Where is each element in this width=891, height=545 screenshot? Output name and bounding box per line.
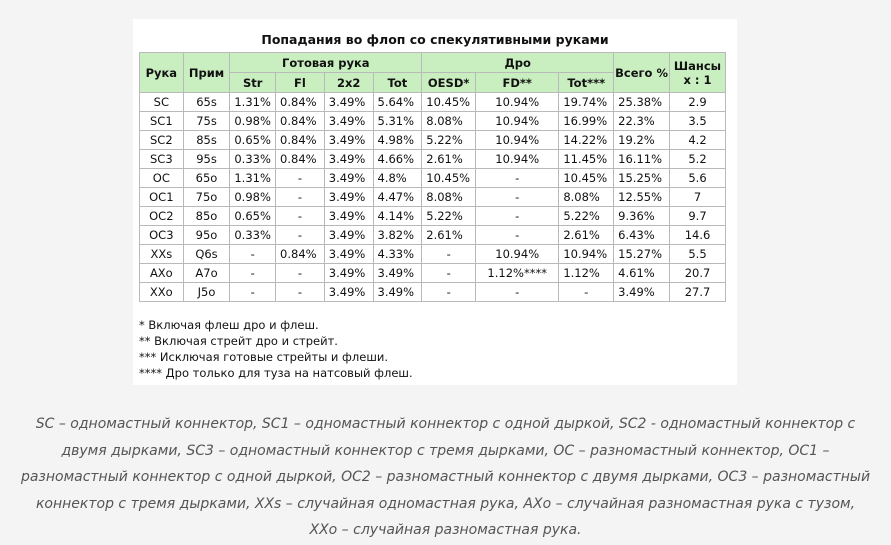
cell-example: 95o	[183, 226, 230, 245]
cell-fl: 0.84%	[276, 245, 325, 264]
cell-2x2: 3.49%	[324, 245, 373, 264]
cell-fl: -	[276, 169, 325, 188]
cell-hand: OC3	[140, 226, 184, 245]
table-row	[140, 245, 726, 264]
cell-total: 15.25%	[614, 169, 670, 188]
cell-draw-tot: 10.94%	[559, 245, 614, 264]
header-draw: Дро	[422, 53, 614, 73]
table-row	[140, 283, 726, 302]
cell-made-tot: 3.49%	[373, 283, 422, 302]
cell-made-tot: 5.31%	[373, 112, 422, 131]
cell-2x2: 3.49%	[324, 131, 373, 150]
header-fd: FD**	[476, 73, 559, 93]
cell-hand: AXo	[140, 264, 184, 283]
footnote: *** Исключая готовые стрейты и флеши.	[139, 350, 388, 364]
cell-fl: 0.84%	[276, 93, 325, 112]
cell-total: 4.61%	[614, 264, 670, 283]
cell-odds: 20.7	[670, 264, 726, 283]
cell-fd: -	[476, 226, 559, 245]
cell-hand: OC1	[140, 188, 184, 207]
header-odds: Шансы x : 1	[670, 53, 726, 93]
table-figure	[133, 19, 737, 385]
cell-total: 19.2%	[614, 131, 670, 150]
cell-total: 12.55%	[614, 188, 670, 207]
cell-oesd: 8.08%	[422, 112, 476, 131]
header-hand: Рука	[140, 53, 184, 93]
cell-example: 85o	[183, 207, 230, 226]
cell-str: -	[230, 283, 276, 302]
table-row	[140, 169, 726, 188]
cell-made-tot: 5.64%	[373, 93, 422, 112]
cell-hand: OC	[140, 169, 184, 188]
header-row-top	[140, 53, 726, 73]
cell-draw-tot: 1.12%	[559, 264, 614, 283]
cell-draw-tot: 8.08%	[559, 188, 614, 207]
cell-oesd: -	[422, 264, 476, 283]
cell-draw-tot: 2.61%	[559, 226, 614, 245]
table-row	[140, 93, 726, 112]
cell-hand: SC2	[140, 131, 184, 150]
cell-str: 1.31%	[230, 169, 276, 188]
cell-fd: 1.12%****	[476, 264, 559, 283]
header-fl: Fl	[276, 73, 325, 93]
cell-draw-tot: -	[559, 283, 614, 302]
cell-fd: -	[476, 283, 559, 302]
cell-draw-tot: 14.22%	[559, 131, 614, 150]
cell-made-tot: 4.98%	[373, 131, 422, 150]
table-row	[140, 188, 726, 207]
cell-fl: -	[276, 188, 325, 207]
cell-odds: 7	[670, 188, 726, 207]
cell-odds: 9.7	[670, 207, 726, 226]
cell-total: 16.11%	[614, 150, 670, 169]
table-row	[140, 226, 726, 245]
cell-fl: -	[276, 264, 325, 283]
table-row	[140, 112, 726, 131]
cell-hand: OC2	[140, 207, 184, 226]
cell-oesd: 2.61%	[422, 226, 476, 245]
table-body	[140, 93, 726, 302]
header-2x2: 2x2	[324, 73, 373, 93]
cell-total: 15.27%	[614, 245, 670, 264]
cell-oesd: 10.45%	[422, 169, 476, 188]
cell-2x2: 3.49%	[324, 264, 373, 283]
table-row	[140, 131, 726, 150]
cell-oesd: 8.08%	[422, 188, 476, 207]
cell-example: 65s	[183, 93, 230, 112]
cell-total: 9.36%	[614, 207, 670, 226]
cell-fd: 10.94%	[476, 150, 559, 169]
cell-example: 85s	[183, 131, 230, 150]
cell-str: 0.65%	[230, 207, 276, 226]
cell-total: 6.43%	[614, 226, 670, 245]
table-title: Попадания во флоп со спекулятивными руками	[261, 32, 609, 47]
cell-2x2: 3.49%	[324, 207, 373, 226]
header-made-tot: Tot	[373, 73, 422, 93]
cell-2x2: 3.49%	[324, 112, 373, 131]
cell-odds: 3.5	[670, 112, 726, 131]
cell-2x2: 3.49%	[324, 93, 373, 112]
footnote: ** Включая стрейт дро и стрейт.	[139, 334, 338, 348]
footnotes	[139, 317, 413, 381]
cell-made-tot: 4.14%	[373, 207, 422, 226]
cell-str: 0.33%	[230, 150, 276, 169]
cell-total: 22.3%	[614, 112, 670, 131]
cell-hand: SC3	[140, 150, 184, 169]
footnote: * Включая флеш дро и флеш.	[139, 318, 319, 332]
cell-odds: 5.2	[670, 150, 726, 169]
cell-str: -	[230, 264, 276, 283]
cell-fd: -	[476, 207, 559, 226]
cell-fl: 0.84%	[276, 112, 325, 131]
flop-hits-table	[139, 52, 726, 302]
cell-draw-tot: 19.74%	[559, 93, 614, 112]
cell-example: 75s	[183, 112, 230, 131]
cell-hand: SC1	[140, 112, 184, 131]
cell-fd: -	[476, 188, 559, 207]
cell-odds: 4.2	[670, 131, 726, 150]
cell-made-tot: 3.82%	[373, 226, 422, 245]
cell-fl: -	[276, 283, 325, 302]
cell-made-tot: 4.33%	[373, 245, 422, 264]
caption: SC – одномастный коннектор, SC1 – одномастный коннектор с одной дыркой, SC2 - одномастный коннектор с двумя дырками, SC3 – одномастный коннектор с тремя дырками, OC – разномастный коннектор, OC1 – разномастный коннектор с одной дыркой, OC2 – разномастный коннектор с двумя дырками, OC3 – разномастный коннектор с тремя дырками, XXs – случайная одномастная рука, AXo – случайная разномастная рука с тузом, XXo – случайная разномастная рука.	[20, 416, 871, 538]
cell-odds: 2.9	[670, 93, 726, 112]
cell-example: A7o	[183, 264, 230, 283]
cell-2x2: 3.49%	[324, 150, 373, 169]
cell-example: 75o	[183, 188, 230, 207]
header-str: Str	[230, 73, 276, 93]
cell-str: 1.31%	[230, 93, 276, 112]
footnote: **** Дро только для туза на натсовый флеш.	[139, 366, 413, 380]
cell-draw-tot: 11.45%	[559, 150, 614, 169]
cell-2x2: 3.49%	[324, 226, 373, 245]
cell-draw-tot: 16.99%	[559, 112, 614, 131]
cell-2x2: 3.49%	[324, 169, 373, 188]
header-total: Всего %	[614, 53, 670, 93]
cell-oesd: 2.61%	[422, 150, 476, 169]
table-row	[140, 264, 726, 283]
cell-made-tot: 4.66%	[373, 150, 422, 169]
header-oesd: OESD*	[422, 73, 476, 93]
cell-fl: 0.84%	[276, 150, 325, 169]
cell-str: 0.98%	[230, 188, 276, 207]
cell-fd: 10.94%	[476, 131, 559, 150]
cell-odds: 27.7	[670, 283, 726, 302]
cell-2x2: 3.49%	[324, 283, 373, 302]
table-row	[140, 207, 726, 226]
cell-fd: -	[476, 169, 559, 188]
cell-str: -	[230, 245, 276, 264]
header-draw-tot: Tot***	[559, 73, 614, 93]
cell-hand: SC	[140, 93, 184, 112]
cell-fl: -	[276, 226, 325, 245]
cell-fd: 10.94%	[476, 245, 559, 264]
cell-fd: 10.94%	[476, 93, 559, 112]
cell-example: 65o	[183, 169, 230, 188]
cell-made-tot: 4.8%	[373, 169, 422, 188]
cell-fl: 0.84%	[276, 131, 325, 150]
cell-str: 0.33%	[230, 226, 276, 245]
cell-hand: XXo	[140, 283, 184, 302]
table-row	[140, 150, 726, 169]
cell-odds: 5.5	[670, 245, 726, 264]
cell-oesd: 10.45%	[422, 93, 476, 112]
cell-fd: 10.94%	[476, 112, 559, 131]
cell-example: 95s	[183, 150, 230, 169]
cell-total: 25.38%	[614, 93, 670, 112]
cell-made-tot: 4.47%	[373, 188, 422, 207]
cell-oesd: -	[422, 245, 476, 264]
cell-oesd: -	[422, 283, 476, 302]
cell-fl: -	[276, 207, 325, 226]
cell-example: J5o	[183, 283, 230, 302]
cell-total: 3.49%	[614, 283, 670, 302]
header-made-hand: Готовая рука	[230, 53, 422, 73]
cell-odds: 14.6	[670, 226, 726, 245]
cell-oesd: 5.22%	[422, 131, 476, 150]
cell-hand: XXs	[140, 245, 184, 264]
cell-str: 0.98%	[230, 112, 276, 131]
cell-made-tot: 3.49%	[373, 264, 422, 283]
cell-draw-tot: 10.45%	[559, 169, 614, 188]
cell-str: 0.65%	[230, 131, 276, 150]
cell-2x2: 3.49%	[324, 188, 373, 207]
cell-odds: 5.6	[670, 169, 726, 188]
cell-example: Q6s	[183, 245, 230, 264]
cell-draw-tot: 5.22%	[559, 207, 614, 226]
header-example: Прим	[183, 53, 230, 93]
cell-oesd: 5.22%	[422, 207, 476, 226]
